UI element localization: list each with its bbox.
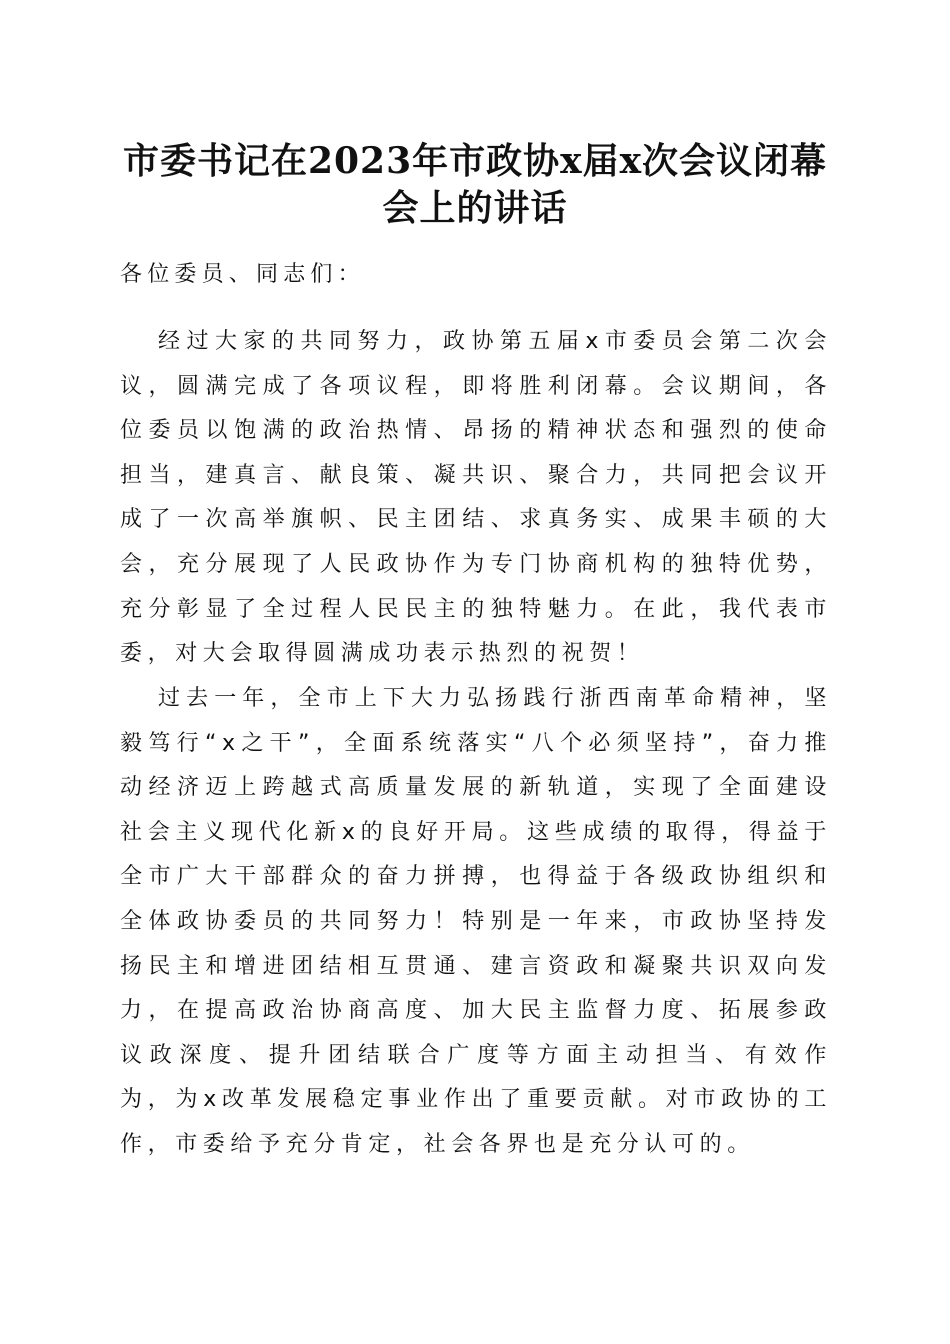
document-title-line-1: 市委书记在2023年市政协x届x次会议闭幕 xyxy=(122,140,828,182)
paragraph-1: 经过大家的共同努力，政协第五届x市委员会第二次会议，圆满完成了各项议程，即将胜利闭幕。会议期间，各位委员以饱满的政治热情、昂扬的精神状态和强烈的使命担当，建真言、献良策、凝共识、聚合力，共同把会议开成了一次高举旗帜、民主团结、求真务实、成果丰硕的大会，充分展现了人民政协作为专门协商机构的独特优势，充分彰显了全过程人民民主的独特魅力。在此，我代表市委，对大会取得圆满成功表示热烈的祝贺！ xyxy=(120,329,832,667)
document-title-line-2: 会上的讲话 xyxy=(382,187,568,229)
salutation: 各位委员、同志们： xyxy=(120,262,365,287)
paragraph-2: 过去一年，全市上下大力弘扬践行浙西南革命精神，坚毅笃行“x之干”，全面系统落实“八个必须坚持”，奋力推动经济迈上跨越式高质量发展的新轨道，实现了全面建设社会主义现代化新x的良好开局。这些成绩的取得，得益于全市广大干部群众的奋力拼搏，也得益于各级政协组织和全体政协委员的共同努力！特别是一年来，市政协坚持发扬民主和增进团结相互贯通、建言资政和凝聚共识双向发力，在提高政治协商高度、加大民主监督力度、拓展参政议政深度、提升团结联合广度等方面主动担当、有效作为，为x改革发展稳定事业作出了重要贡献。对市政协的工作，市委给予充分肯定，社会各界也是充分认可的。 xyxy=(120,686,832,1157)
